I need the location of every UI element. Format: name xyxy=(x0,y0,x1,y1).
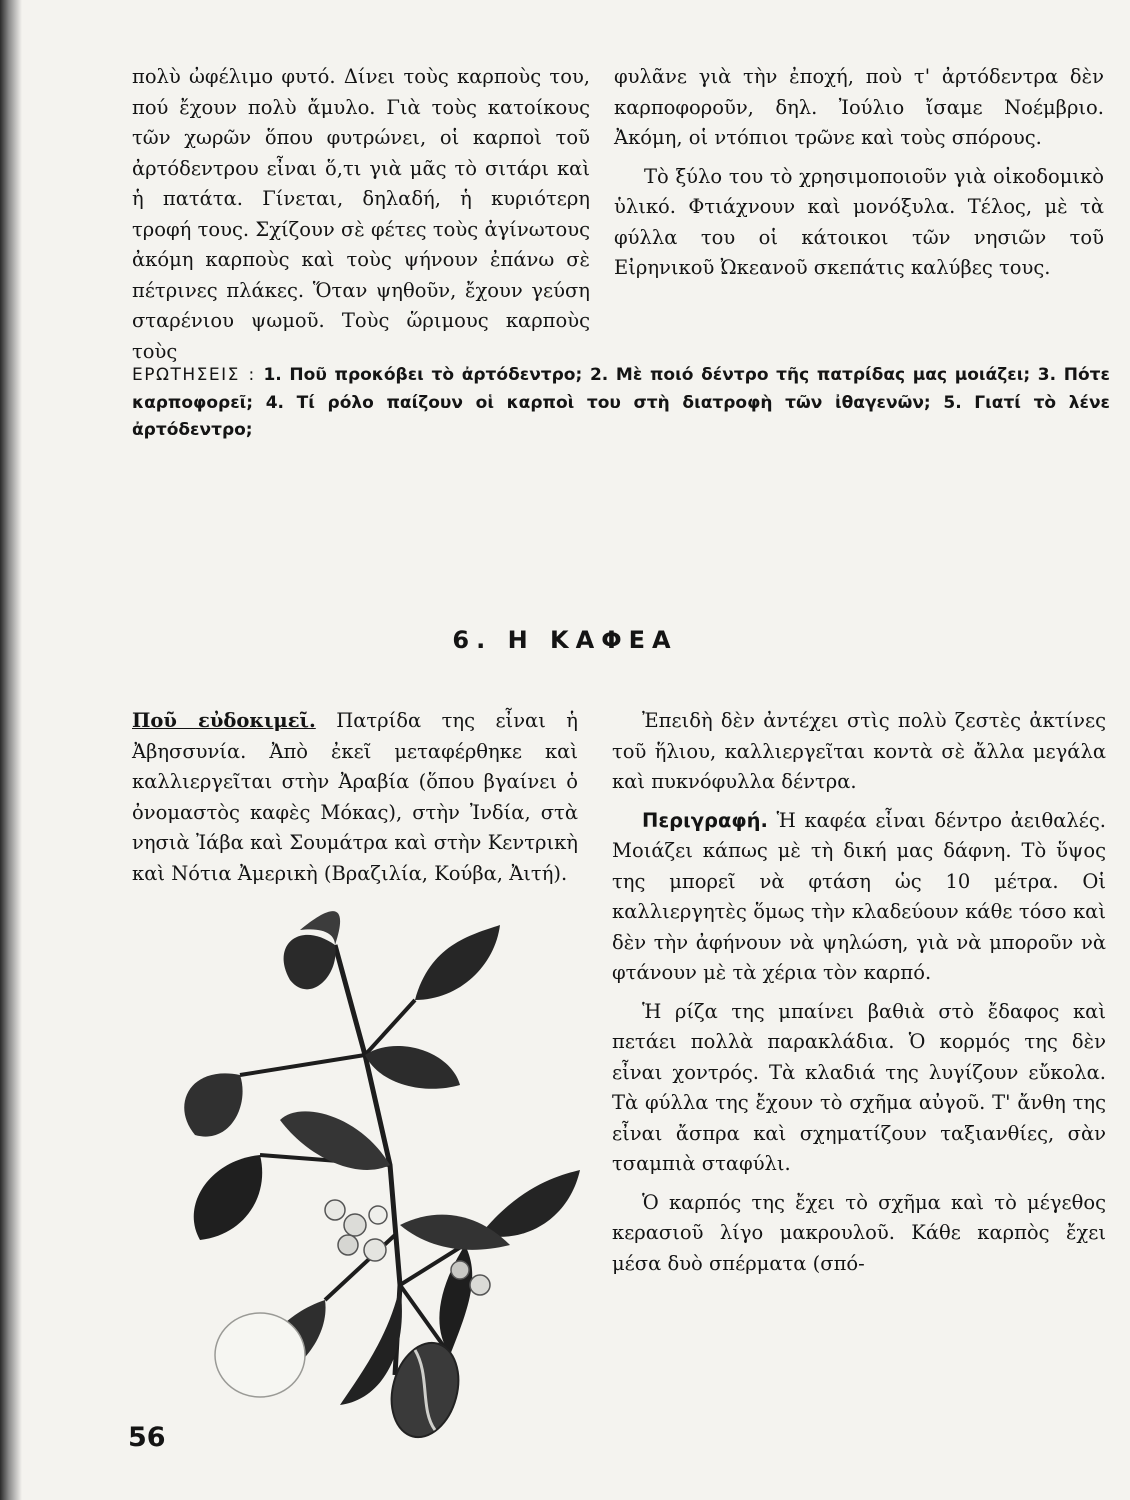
chapter-title: 6. Η ΚΑΦΕΑ xyxy=(452,626,678,654)
breadfruit-text-left-column xyxy=(132,62,590,367)
where-it-thrives-paragraph xyxy=(132,706,578,889)
root-paragraph: Ἡ ρίζα της μπαίνει βαθιὰ στὸ ἔδαφος καὶ πετάει πολλὰ παρακλάδια. Ὁ κορμός της δὲν εἶναι χοντρός. Τὰ κλαδιά της λυγίζουν εὔκολα. Τὰ φύλλα της ἔχουν τὸ σχῆμα αὐγοῦ. Τ' ἄνθη της εἶναι ἄσπρα καὶ σχηματίζουν ταξιανθίες, σὰν τσαμπιὰ σταφύλι. xyxy=(612,999,1106,1175)
coffee-text-right-column xyxy=(612,706,1106,1279)
sunlight-paragraph: Ἐπειδὴ δὲν ἀντέχει στὶς πολὺ ζεστὲς ἀκτίνες τοῦ ἥλιου, καλλιεργεῖται κοντὰ σὲ ἄλλα μεγάλα καὶ πυκνόφυλλα δέντρα. xyxy=(612,709,1106,793)
breadfruit-paragraph-continued: πολὺ ὠφέλιμο φυτό. Δίνει τοὺς καρποὺς του, πού ἔχουν πολὺ ἄμυλο. Γιὰ τοὺς κατοίκους τῶν χωρῶν ὅπου φυτρώνει, οἱ καρποὶ τοῦ ἀρτόδεντρου εἶναι ὅ,τι γιὰ μᾶς τὸ σιτάρι καὶ ἡ πατάτα. Γίνεται, δηλαδή, ἡ κυριότερη τροφή τους. Σχίζουν σὲ φέτες τοὺς ἀγίνωτους ἀκόμη καρποὺς καὶ τοὺς ψήνουν ἐπάνω σὲ πέτρινες πλάκες. Ὅταν ψηθοῦν, ἔχουν γεύση σταρένιου ψωμοῦ. Τοὺς ὥριμους καρποὺς τοὺς xyxy=(132,65,590,363)
breadfruit-paragraph-wood: Τὸ ξύλο του τὸ χρησιμοποιοῦν γιὰ οἰκοδομικὸ ὑλικό. Φτιάχνουν καὶ μονόξυλα. Τέλος, μὲ τὰ φύλλα του οἱ κάτοικοι τῶν νησιῶν τοῦ Εἰρηνικοῦ Ὠκεανοῦ σκεπάτις καλύβες τους. xyxy=(614,164,1104,279)
description-paragraph xyxy=(612,806,1106,989)
questions-text: 1. Ποῦ προκόβει τὸ ἀρτόδεντρο; 2. Μὲ ποιό δέντρο τῆς πατρίδας μας μοιάζει; 3. Πότε καρποφορεῖ; 4. Τί ρόλο παίζουν οἱ καρποὶ του στὴ διατροφὴ τῶν ἰθαγενῶν; 5. Γιατί τὸ λένε ἀρτόδεντρο; xyxy=(132,365,1110,440)
breadfruit-text-right-column xyxy=(614,62,1104,284)
fruit-paragraph: Ὁ καρπός της ἔχει τὸ σχῆμα καὶ τὸ μέγεθος κερασιοῦ λίγο μακρουλοῦ. Κάθε καρπὸς ἔχει μέσα δυὸ σπέρματα (σπό- xyxy=(612,1190,1106,1275)
coffee-plant-illustration xyxy=(150,905,590,1445)
where-it-thrives-heading: Ποῦ εὐδοκιμεῖ. xyxy=(132,709,316,732)
description-heading: Περιγραφή. xyxy=(642,808,768,832)
page-number: 56 xyxy=(128,1422,166,1453)
breadfruit-paragraph-harvest: φυλᾶνε γιὰ τὴν ἐποχή, ποὺ τ' ἀρτόδεντρα δὲν καρποφοροῦν, δηλ. Ἰούλιο ἴσαμε Νοέμβριο. Ἀκόμη, οἱ ντόπιοι τρῶνε καὶ τοὺς σπόρους. xyxy=(614,65,1104,149)
where-it-thrives-text: Πατρίδα της εἶναι ἡ Ἀβησσυνία. Ἀπὸ ἐκεῖ μεταφέρθηκε καὶ καλλιεργεῖται στὴν Ἀραβία (ὅπου βγαίνει ὁ ὀνομαστὸς καφὲς Μόκας), στὴν Ἰνδία, στὰ νησιὰ Ἰάβα καὶ Σουμάτρα καὶ στὴν Κεντρικὴ καὶ Νότια Ἀμερικὴ (Βραζιλία, Κούβα, Ἀιτή). xyxy=(132,709,578,885)
description-text: Ἡ καφέα εἶναι δέντρο ἀειθαλές. Μοιάζει κάπως μὲ τὴ δική μας δάφνη. Τὸ ὕψος της μπορεῖ νὰ φτάση ὡς 10 μέτρα. Οἱ καλλιεργητὲς ὅμως τὴν κλαδεύουν κάθε τόσο καὶ δὲν τὴν ἀφήνουν νὰ ψηλώση, γιὰ νὰ μποροῦν νὰ φτάνουν μὲ τὰ χέρια τὸν καρπό. xyxy=(612,808,1106,984)
coffee-text-left-column xyxy=(132,706,578,889)
coffee-plant-drawing xyxy=(184,911,580,1445)
questions-label: ΕΡΩΤΗΣΕΙΣ : xyxy=(132,365,256,385)
questions-block xyxy=(132,362,1110,445)
page-binding-shadow xyxy=(0,0,22,1500)
